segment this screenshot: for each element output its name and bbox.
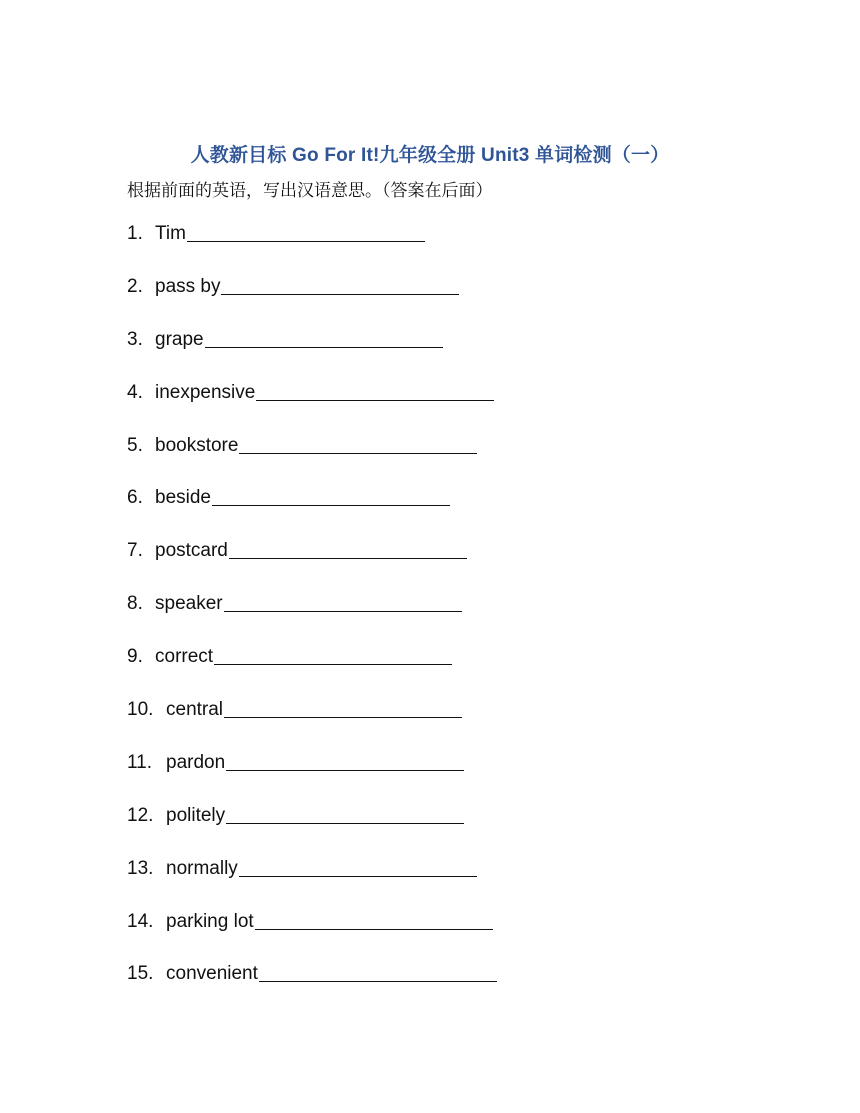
- vocabulary-item: [127, 802, 497, 855]
- answer-blank: [214, 643, 452, 665]
- answer-blank: [239, 432, 477, 454]
- answer-blank: [256, 379, 494, 401]
- item-number: 14.: [127, 910, 154, 932]
- vocabulary-item: [127, 749, 497, 802]
- item-number: 5.: [127, 434, 143, 456]
- document-title: 人教新目标 Go For It!九年级全册 Unit3 单词检测（一）: [190, 145, 670, 166]
- item-word: correct: [155, 646, 214, 668]
- vocabulary-list: [127, 220, 497, 1013]
- item-number: 1.: [127, 223, 143, 244]
- answer-blank: [226, 802, 464, 824]
- item-word: beside: [155, 487, 211, 509]
- item-number: 8.: [127, 593, 143, 615]
- vocabulary-item: [127, 273, 497, 326]
- item-number: 3.: [127, 328, 143, 350]
- item-word: politely: [166, 804, 226, 826]
- vocabulary-item: [127, 379, 497, 432]
- item-number: 4.: [127, 381, 143, 403]
- vocabulary-item: [127, 643, 497, 696]
- item-word: grape: [155, 328, 204, 350]
- vocabulary-item: [127, 326, 497, 379]
- vocabulary-item: [127, 432, 497, 485]
- answer-blank: [255, 908, 493, 930]
- answer-blank: [229, 537, 467, 559]
- vocabulary-item: [127, 960, 497, 1013]
- vocabulary-item: [127, 855, 497, 908]
- item-number: 9.: [127, 646, 143, 668]
- item-number: 13.: [127, 857, 154, 879]
- item-word: normally: [166, 857, 238, 879]
- vocabulary-item: [127, 908, 497, 961]
- item-word: pardon: [166, 751, 226, 773]
- answer-blank: [224, 590, 462, 612]
- answer-blank: [259, 960, 497, 982]
- item-number: 15.: [127, 963, 154, 985]
- answer-blank: [224, 696, 462, 718]
- item-word: Tim: [155, 223, 186, 244]
- answer-blank: [187, 220, 425, 242]
- item-number: 2.: [127, 275, 143, 297]
- answer-blank: [221, 273, 459, 295]
- answer-blank: [239, 855, 477, 877]
- item-number: 7.: [127, 540, 143, 562]
- vocabulary-item: [127, 537, 497, 590]
- item-word: postcard: [155, 540, 228, 562]
- item-word: parking lot: [166, 910, 254, 932]
- answer-blank: [226, 749, 464, 771]
- vocabulary-item: [127, 484, 497, 537]
- item-word: convenient: [166, 963, 258, 985]
- item-number: 6.: [127, 487, 143, 509]
- item-word: inexpensive: [155, 381, 256, 403]
- item-word: central: [166, 699, 224, 721]
- item-word: speaker: [155, 593, 223, 615]
- vocabulary-item: [127, 696, 497, 749]
- item-word: bookstore: [155, 434, 239, 456]
- item-number: 12.: [127, 804, 154, 826]
- answer-blank: [205, 326, 443, 348]
- vocabulary-item: [127, 220, 497, 273]
- item-number: 10.: [127, 699, 154, 721]
- instruction-text: 根据前面的英语，写出汉语意思。（答案在后面）: [127, 181, 493, 201]
- item-word: pass by: [155, 275, 221, 297]
- item-number: 11.: [127, 751, 153, 773]
- answer-blank: [212, 484, 450, 506]
- vocabulary-item: [127, 590, 497, 643]
